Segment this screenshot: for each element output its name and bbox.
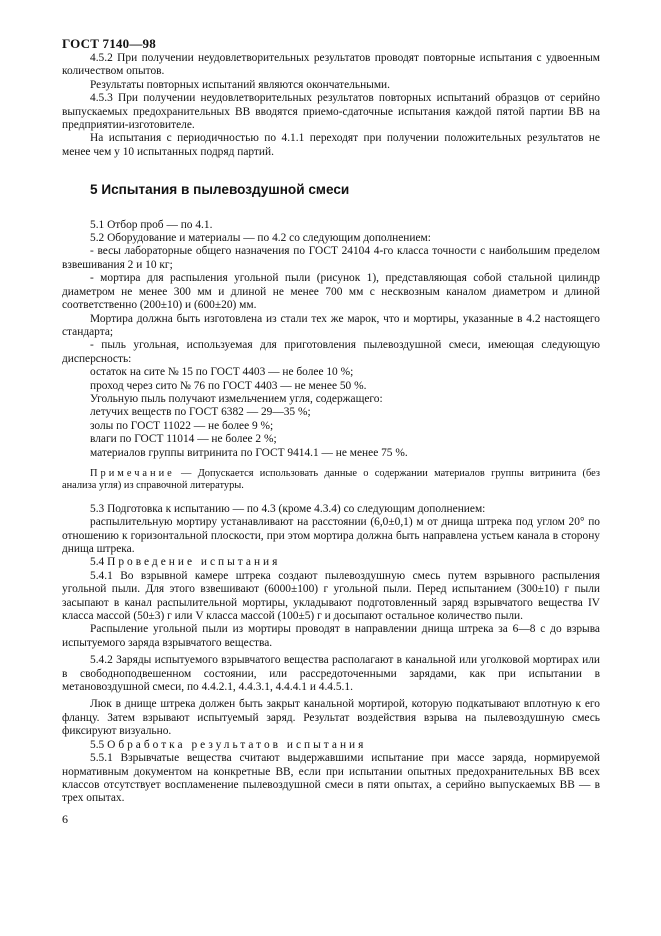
subsection-5-5 (62, 739, 600, 752)
paragraph-5-2-scales: - весы лабораторные общего назначения по ГОСТ 24104 4-го класса точности с наибольшим пределом взвешивания 2 и 10 кг; (62, 245, 600, 271)
paragraph-4-5-2-result: Результаты повторных испытаний являются окончательными. (90, 78, 390, 91)
section-heading: 5 Испытания в пылевоздушной смеси (90, 182, 350, 198)
paragraph-5-5-1: 5.5.1 Взрывчатые вещества считают выдержавшими испытание при массе заряда, нормируемой нормативным документом на конкретные ВВ, если при испытании опытных предохранительных ВВ всех классов отсутствует воспламенение пылевоздушной смеси в пяти опытах, а серийно выпускаемых ВВ — в трех опытах. (62, 752, 600, 805)
paragraph-5-2: 5.2 Оборудование и материалы — по 4.2 со следующим дополнением: (90, 232, 431, 245)
subsection-title: Обработка результатов испытания (107, 738, 367, 751)
list-item: материалов группы витринита по ГОСТ 9414.1 — не менее 75 %. (90, 446, 408, 459)
list-item: Угольную пыль получают измельчением угля, содержащего: (90, 392, 383, 405)
note-label: Примечание (90, 467, 175, 479)
paragraph-5-4-2-hatch: Люк в днище штрека должен быть закрыт канальной мортирой, которую подкатывают вплотную к его фланцу. Затем взрывают испытуемый заряд. Результат воздействия взрыва на пылевоздушную смесь фиксируют визуально. (62, 698, 600, 738)
note-text: — Допускается использовать данные о содержании материалов группы витринита (без анализа угля) из справочной литературы. (62, 467, 600, 492)
paragraph-5-4-1: 5.4.1 Во взрывной камере штрека создают пылевоздушную смесь путем взрывного распыления угольной пыли. Для этого взвешивают (6000±100) г угольной пыли. Перед испытанием (300±10) г пыли засыпают в канал распылительной мортиры, укладывают подготовленный заряд взрывчатого вещества IV класса массой (50±3) г или V класса массой (100±5) г и досыпают остальное количество пыли. (62, 569, 600, 623)
paragraph-5-3: 5.3 Подготовка к испытанию — по 4.3 (кроме 4.3.4) со следующим дополнением: (90, 502, 486, 515)
list-item: остаток на сите № 15 по ГОСТ 4403 — не более 10 %; (90, 366, 354, 379)
paragraph-5-4-2: 5.4.2 Заряды испытуемого взрывчатого вещества располагают в канальной или уголковой мортирах или в свободноподвешенном состоянии, или рассредоточенными зарядами, как при испытании в метановоздушной смеси, по 4.4.2.1, 4.4.3.1, 4.4.4.1 и 4.4.5.1. (62, 654, 600, 694)
page-number: 6 (62, 812, 68, 826)
document-code: ГОСТ 7140—98 (62, 36, 156, 51)
paragraph-4-5-2: 4.5.2 При получении неудовлетворительных результатов проводят повторные испытания с удвоенным количеством опытов. (62, 52, 600, 78)
subsection-number: 5.4 (90, 556, 108, 569)
list-item: влаги по ГОСТ 11014 — не более 2 %; (90, 433, 277, 446)
list-item: проход через сито № 76 по ГОСТ 4403 — не менее 50 %. (90, 379, 367, 392)
subsection-number: 5.5 (90, 738, 108, 751)
paragraph-4-5-3: 4.5.3 При получении неудовлетворительных результатов повторных испытаний образцов от серийно выпускаемых предохранительных ВВ вводятся приемо-сдаточные испытания каждой пятой партии ВВ на предприятии-изготовителе. (62, 92, 600, 132)
subsection-5-4 (62, 556, 600, 569)
list-item: золы по ГОСТ 11022 — не более 9 %; (90, 419, 274, 432)
document-body (62, 52, 600, 806)
note (62, 468, 600, 493)
subsection-title: Проведение испытания (107, 556, 281, 569)
paragraph-5-2-mortar-material: Мортира должна быть изготовлена из стали тех же марок, что и мортиры, указанные в 4.2 настоящего стандарта; (62, 312, 600, 338)
paragraph-5-2-coal-dust: - пыль угольная, используемая для приготовления пылевоздушной смеси, имеющая следующую дисперсность: (62, 339, 600, 365)
paragraph-4-5-3-periodicity: На испытания с периодичностью по 4.1.1 переходят при получении положительных результатов не менее чем у 10 испытанных подряд партий. (62, 132, 600, 158)
paragraph-5-2-mortar: - мортира для распыления угольной пыли (рисунок 1), представляющая собой стальной цилиндр диаметром не менее 300 мм и длиной не менее 700 мм с несквозным каналом диаметром и длиной соответственно (200±10) и (600±20) мм. (62, 272, 600, 312)
paragraph-5-4-1-spraying: Распыление угольной пыли из мортиры проводят в направлении днища штрека за 6—8 с до взрыва испытуемого заряда взрывчатого вещества. (62, 623, 600, 649)
paragraph-5-1: 5.1 Отбор проб — по 4.1. (90, 218, 213, 231)
paragraph-5-3-mortar-setup: распылительную мортиру устанавливают на расстоянии (6,0±0,1) м от днища штрека под углом 20° по отношению к горизонтальной плоскости, при этом мортира должна быть направлена устьем канала в сторону днища штрека. (62, 516, 600, 555)
list-item: летучих веществ по ГОСТ 6382 — 29—35 %; (90, 406, 311, 419)
